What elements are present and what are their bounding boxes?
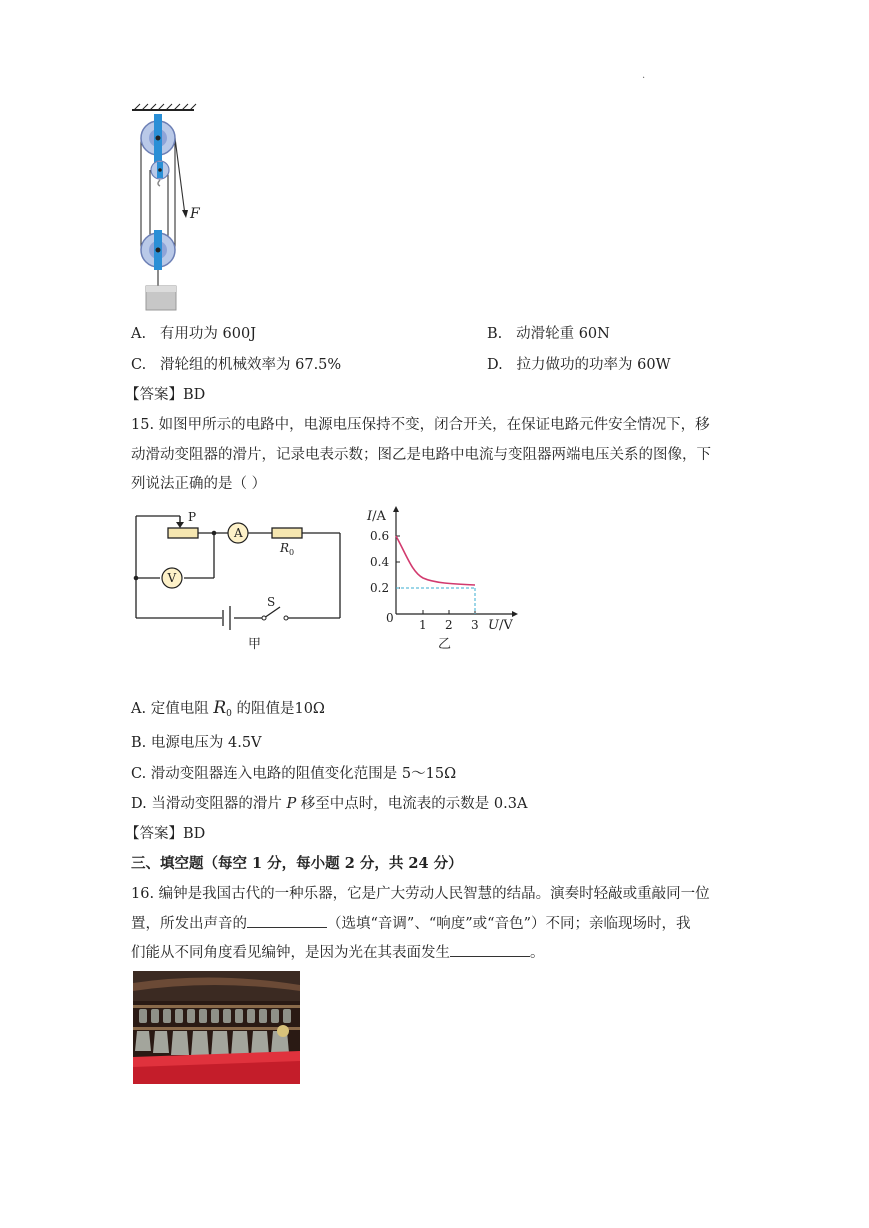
q15-line-3: 列说法正确的是（ ） [131, 476, 267, 492]
q15-option-d: D. 当滑动变阻器的滑片 P 移至中点时，电流表的示数是 0.3A [131, 796, 528, 812]
svg-text:U/V: U/V [488, 618, 513, 633]
r0-label: R [280, 541, 290, 555]
pulley-figure [130, 100, 210, 315]
q14-option-c: C. 滑轮组的机械效率为 67.5% [131, 357, 342, 373]
section-heading: 三、填空题（每空 1 分，每小题 2 分，共 24 分） [131, 855, 463, 872]
ytick-0.4: 0.4 [370, 555, 390, 569]
q15-answer: 【答案】BD [125, 826, 206, 842]
circuit-diagram [130, 506, 350, 656]
q16-line-1: 16. 编钟是我国古代的一种乐器，它是广大劳动人民智慧的结晶。演奏时轻敲或重敲同一位 [131, 886, 710, 902]
voltmeter-label: V [167, 571, 177, 585]
ammeter-label: A [234, 526, 243, 540]
force-label: F [190, 206, 200, 222]
circuit-caption: 甲 [248, 637, 262, 652]
q16-blank-1 [247, 913, 327, 928]
graph-caption: 乙 [438, 637, 452, 652]
q15-line-2: 动滑动变阻器的滑片，记录电表示数；图乙是电路中电流与变阻器两端电压关系的图像，下 [131, 447, 711, 463]
r0-sub: 0 [289, 548, 295, 557]
xtick-3: 3 [471, 618, 479, 632]
xtick-1: 1 [419, 618, 427, 632]
origin-label: 0 [386, 611, 394, 625]
xtick-2: 2 [445, 618, 453, 632]
svg-text:I/A: I/A [367, 509, 386, 524]
q14-option-b: B. 动滑轮重 60N [487, 326, 610, 342]
page-mark: . [642, 70, 646, 81]
bianzhong-photo [133, 971, 300, 1084]
q15-line-1: 15. 如图甲所示的电路中，电源电压保持不变，闭合开关，在保证电路元件安全情况下，移 [131, 417, 710, 433]
q14-option-d: D. 拉力做功的功率为 60W [487, 357, 671, 373]
ytick-0.6: 0.6 [370, 529, 390, 543]
iu-graph [362, 504, 522, 654]
q16-line-3: 们能从不同角度看见编钟，是因为光在其表面发生 。 [131, 941, 545, 962]
q15-option-c: C. 滑动变阻器连入电路的阻值变化范围是 5～15Ω [131, 766, 457, 782]
q15-option-b: B. 电源电压为 4.5V [131, 735, 262, 751]
slider-p-label: P [188, 510, 197, 524]
switch-label: S [267, 595, 276, 609]
q14-answer: 【答案】BD [125, 387, 206, 403]
ytick-0.2: 0.2 [370, 581, 390, 595]
q16-blank-2 [450, 942, 530, 957]
q15-option-a: A. 定值电阻 $R_0$ 的阻值是10Ω [131, 698, 325, 719]
q16-line-2: 置，所发出声音的 （选填“音调”、“响度”或“音色”）不同；亲临现场时，我 [131, 912, 690, 933]
q14-option-a: A. 有用功为 600J [131, 326, 257, 342]
